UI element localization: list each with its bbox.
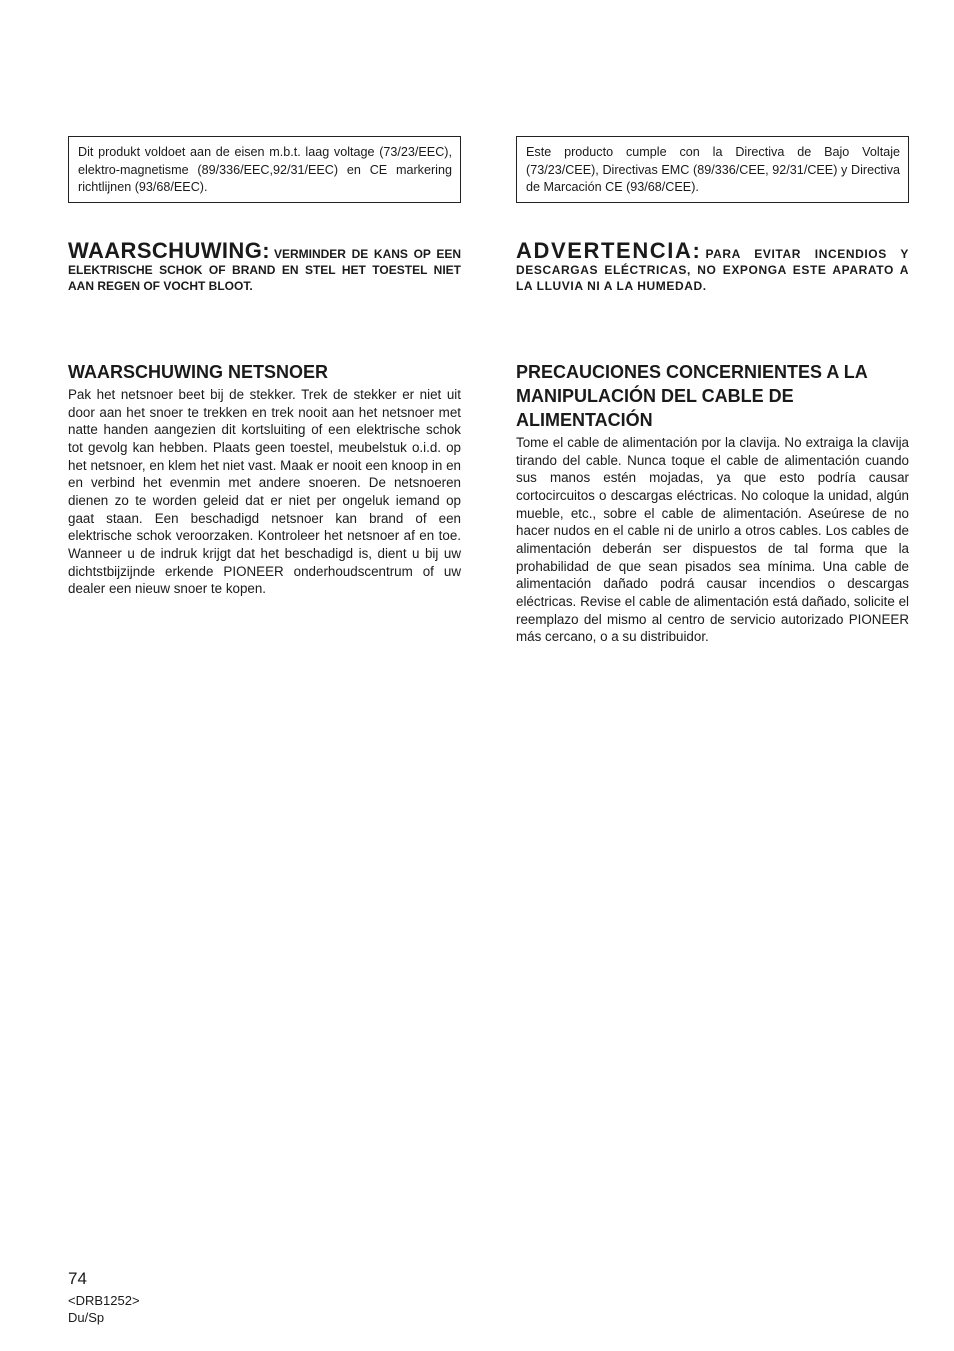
page-number: 74 [68, 1269, 87, 1288]
section-power-cord-spanish [516, 360, 909, 646]
document-code: <DRB1252> [68, 1293, 140, 1308]
warning-title: ADVERTENCIA: [516, 238, 702, 263]
compliance-notice-spanish [516, 136, 909, 203]
compliance-notice-dutch [68, 136, 461, 203]
section-body: Pak het netsnoer beet bij de stekker. Trek de stekker er niet uit door aan het snoer te trekken en trek nooit aan het netsnoer met natte handen aangezien dit kortsluiting of een elektrische schok tot gevolg kan hebben. Plaats geen toestel, meubelstuk o.i.d. op het netsnoer, en klem het niet vast. Maak er nooit een knoop in en en verbind het evenmin met andere snoeren. De netsnoeren dienen zo te worden geleid dat er niet per ongeluk iemand op gaat staan. Een beschadigd netsnoer kan brand of een elektrische schok veroorzaken. Kontroleer het netsnoer af en toe. Wanneer u de indruk krijgt dat het beschadigd is, dient u bij uw dichtstbijzijnde erkende PIONEER onderhoudscentrum of uw dealer een nieuw snoer te kopen. [68, 387, 461, 597]
section-power-cord-dutch [68, 360, 461, 598]
warning-text: VERMINDER DE KANS OP EEN ELEKTRISCHE SCHOK OF BRAND EN STEL HET TOESTEL NIET AAN REGEN OF VOCHT BLOOT. [68, 247, 461, 293]
section-body: Tome el cable de alimentación por la clavija. No extraiga la clavija tirando del cable. Nunca toque el cable de alimentación cuando sus manos estén mojadas, ya que esto podría causar cortocircuitos o descargas eléctricas. No coloque la unidad, algún mueble, etc., sobre el cable de alimentación. Aseúrese de no hacer nudos en el cable ni de unirlo a otros cables. Los cables de alimentación deberán ser dispuestos de tal forma que la prohabilidad de que sean pisados sea mínima. Una cable de alimentación dañado podrá causar incendios o descargas eléctricas. Revise el cable de alimentación está dañado, solicite el reemplazo del mismo al centro de servicio autorizado PIONEER más cercano, o a su distribuidor. [516, 435, 909, 645]
warning-title: WAARSCHUWING: [68, 238, 270, 263]
compliance-notice-text: Este producto cumple con la Directiva de Bajo Voltaje (73/23/CEE), Directivas EMC (89/336/CEE, 92/31/CEE) y Directiva de Marcación CE (93/68/CEE). [526, 145, 900, 195]
compliance-notice-text: Dit produkt voldoet aan de eisen m.b.t. laag voltage (73/23/EEC), elektro-magnetisme (89/336/EEC,92/31/EEC) en CE markering richtlijnen (93/68/EEC). [78, 145, 452, 195]
warning-text: PARA EVITAR INCENDIOS Y DESCARGAS ELÉCTRICAS, NO EXPONGA ESTE APARATO A LA LLUVIA NI A LA HUMEDAD. [516, 247, 909, 293]
section-title: PRECAUCIONES CONCERNIENTES A LA MANIPULACIÓN DEL CABLE DE ALIMENTACIÓN [516, 362, 868, 430]
section-title: WAARSCHUWING NETSNOER [68, 362, 328, 382]
warning-block-spanish [516, 240, 909, 294]
warning-block-dutch [68, 240, 461, 294]
language-code: Du/Sp [68, 1310, 105, 1325]
